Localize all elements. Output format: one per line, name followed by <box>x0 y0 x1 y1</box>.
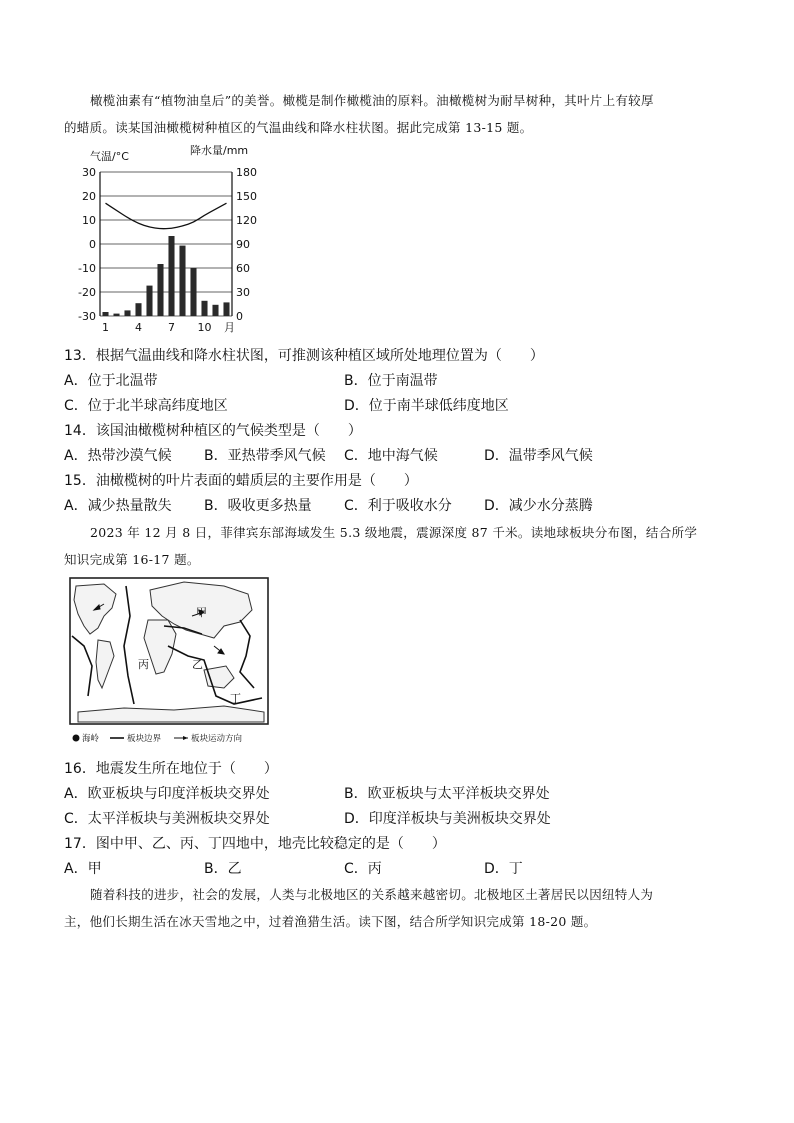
legend-ridge-icon <box>73 735 80 742</box>
intro1-line1: 橄榄油素有“植物油皇后”的美誉。橄榄是制作橄榄油的原料。油橄榄树为耐旱树种，其叶片上有较厚 <box>90 93 654 108</box>
climate-chart-svg <box>64 140 264 340</box>
map-label-yi: 乙 <box>192 658 203 671</box>
q17-option-b[interactable]: B．乙 <box>204 861 242 877</box>
legend-ridge-label: 海岭 <box>82 734 100 744</box>
q16-option-d[interactable]: D．印度洋板块与美洲板块交界处 <box>344 811 551 827</box>
q17-option-d[interactable]: D．丁 <box>484 861 523 877</box>
intro-passage-olive <box>64 87 728 141</box>
precipitation-bar <box>201 301 207 316</box>
climate-chart <box>64 140 264 340</box>
right-tick-label: 90 <box>236 238 250 251</box>
month-tick-label: 10 <box>197 321 212 334</box>
right-tick-label: 150 <box>236 190 257 203</box>
q14-option-c[interactable]: C．地中海气候 <box>344 448 438 464</box>
intro2-line2: 知识完成第 16-17 题。 <box>64 552 200 567</box>
month-tick-label: 4 <box>135 321 142 334</box>
question-14-stem: 14．该国油橄榄树种植区的气候类型是（ ） <box>64 423 362 439</box>
left-tick-label: 20 <box>82 190 96 203</box>
q14-option-b[interactable]: B．亚热带季风气候 <box>204 448 326 464</box>
q16-option-b[interactable]: B．欧亚板块与太平洋板块交界处 <box>344 786 550 802</box>
intro3-line1: 随着科技的进步，社会的发展，人类与北极地区的关系越来越密切。北极地区土著居民以因纽特人为 <box>90 887 654 902</box>
intro-passage-arctic <box>64 881 728 935</box>
left-tick-label: 10 <box>82 214 96 227</box>
precipitation-bar <box>113 314 119 316</box>
q17-option-a[interactable]: A．甲 <box>64 861 102 877</box>
map-label-ding: 丁 <box>230 692 241 705</box>
left-tick-label: -10 <box>78 262 96 275</box>
left-tick-label: 0 <box>89 238 96 251</box>
right-tick-label: 30 <box>236 286 250 299</box>
precipitation-bar <box>124 310 130 316</box>
intro2-line1: 2023 年 12 月 8 日，菲律宾东部海域发生 5.3 级地震，震源深度 87 千米。读地球板块分布图，结合所学 <box>90 525 698 540</box>
right-tick-label: 120 <box>236 214 257 227</box>
right-tick-label: 180 <box>236 166 257 179</box>
right-tick-label: 0 <box>236 310 243 323</box>
legend-direction-label: 板块运动方向 <box>191 734 243 744</box>
intro-passage-earthquake <box>64 519 728 573</box>
month-tick-label: 1 <box>102 321 109 334</box>
temperature-curve <box>106 203 227 228</box>
q17-option-c[interactable]: C．丙 <box>344 861 382 877</box>
q15-option-d[interactable]: D．减少水分蒸腾 <box>484 498 593 514</box>
map-label-jia: 甲 <box>196 606 207 619</box>
plate-map-svg <box>64 576 272 748</box>
legend-direction-arrowhead <box>183 736 188 740</box>
precipitation-bar <box>179 246 185 316</box>
q13-option-a[interactable]: A．位于北温带 <box>64 373 158 389</box>
q13-option-d[interactable]: D．位于南半球低纬度地区 <box>344 398 509 414</box>
question-17-stem: 17．图中甲、乙、丙、丁四地中，地壳比较稳定的是（ ） <box>64 836 446 852</box>
precipitation-bar <box>146 286 152 316</box>
right-axis-label: 降水量/mm <box>190 144 249 157</box>
q15-option-c[interactable]: C．利于吸收水分 <box>344 498 452 514</box>
legend-boundary-label: 板块边界 <box>127 734 162 744</box>
precipitation-bar <box>102 312 108 316</box>
left-tick-label: 30 <box>82 166 96 179</box>
precipitation-bar <box>157 264 163 316</box>
q14-option-d[interactable]: D．温带季风气候 <box>484 448 593 464</box>
precipitation-bar <box>223 302 229 316</box>
left-axis-label: 气温/°C <box>90 150 129 163</box>
precipitation-bar <box>190 268 196 316</box>
question-15-stem: 15．油橄榄树的叶片表面的蜡质层的主要作用是（ ） <box>64 473 418 489</box>
intro1-line2: 的蜡质。读某国油橄榄树种植区的气温曲线和降水柱状图。据此完成第 13-15 题。 <box>64 120 533 135</box>
q16-option-a[interactable]: A．欧亚板块与印度洋板块交界处 <box>64 786 270 802</box>
precipitation-bar <box>212 305 218 316</box>
q15-option-b[interactable]: B．吸收更多热量 <box>204 498 312 514</box>
left-tick-label: -30 <box>78 310 96 323</box>
map-legend <box>73 733 243 744</box>
precipitation-bar <box>135 303 141 316</box>
precipitation-bar <box>168 236 174 316</box>
question-16-stem: 16．地震发生所在地位于（ ） <box>64 761 278 777</box>
q15-option-a[interactable]: A．减少热量散失 <box>64 498 172 514</box>
q13-option-c[interactable]: C．位于北半球高纬度地区 <box>64 398 228 414</box>
q16-option-c[interactable]: C．太平洋板块与美洲板块交界处 <box>64 811 270 827</box>
month-unit-label: 月 <box>224 321 235 334</box>
q13-option-b[interactable]: B．位于南温带 <box>344 373 438 389</box>
question-13-stem: 13．根据气温曲线和降水柱状图，可推测该种植区域所处地理位置为（ ） <box>64 348 544 364</box>
q14-option-a[interactable]: A．热带沙漠气候 <box>64 448 172 464</box>
plate-map <box>64 576 272 748</box>
intro3-line2: 主，他们长期生活在冰天雪地之中，过着渔猎生活。读下图，结合所学知识完成第 18-20 题。 <box>64 914 597 929</box>
left-tick-label: -20 <box>78 286 96 299</box>
month-tick-label: 7 <box>168 321 175 334</box>
map-label-bing: 丙 <box>138 658 149 671</box>
right-tick-label: 60 <box>236 262 250 275</box>
